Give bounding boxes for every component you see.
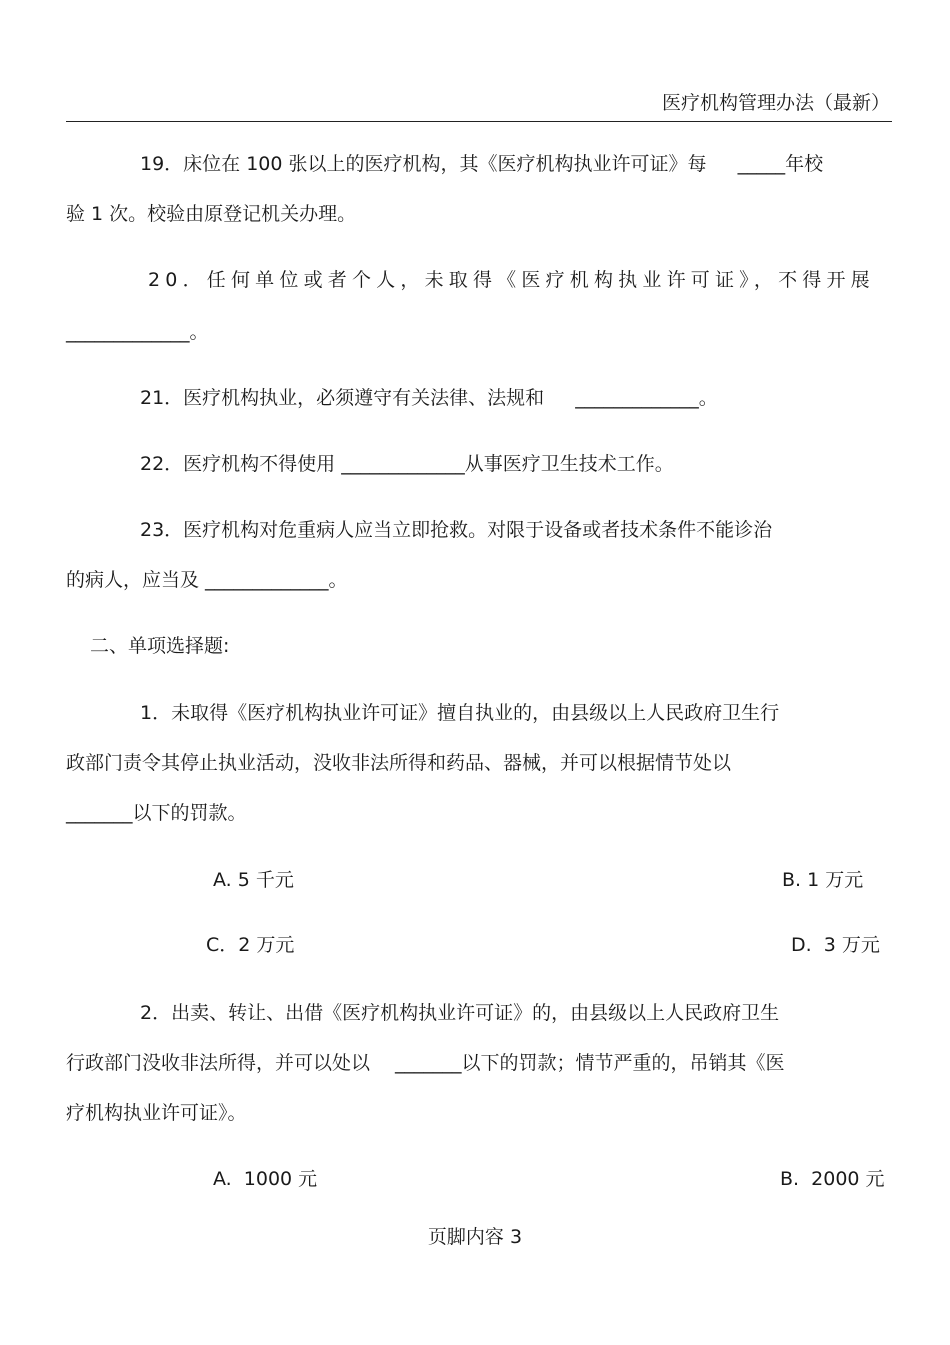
header-rule (66, 121, 892, 122)
question-19-line2: 验 1 次。校验由原登记机关办理。 (66, 203, 357, 225)
mc-q1-option-c: C．2 万元 (206, 934, 295, 956)
mc-q2-option-b: B. 2000 元 (780, 1168, 885, 1190)
mc-question-1-line2: 政部门责令其停止执业活动，没收非法所得和药品、器械，并可以根据情节处以 (66, 752, 732, 774)
mc-q1-option-a: A. 5 千元 (213, 869, 294, 891)
mc-question-1-line3: _______以下的罚款。 (66, 802, 247, 824)
mc-q2-option-a: A. 1000 元 (213, 1168, 318, 1190)
mc-q1-option-b: B. 1 万元 (782, 869, 864, 891)
mc-q1-option-d: D. 3 万元 (791, 934, 880, 956)
mc-question-1-line1: 1．未取得《医疗机构执业许可证》擅自执业的，由县级以上人民政府卫生行 (140, 702, 780, 724)
question-20-line1: 20．任何单位或者个人，未取得《医疗机构执业许可证》，不得开展 (148, 269, 875, 291)
page-header-title: 医疗机构管理办法（最新） (661, 92, 890, 114)
mc-question-2-line2: 行政部门没收非法所得，并可以处以 _______以下的罚款；情节严重的，吊销其《医 (66, 1052, 785, 1074)
question-20-line2: _____________。 (66, 321, 209, 343)
question-22: 22．医疗机构不得使用 _____________从事医疗卫生技术工作。 (140, 453, 674, 475)
mc-question-2-line1: 2．出卖、转让、出借《医疗机构执业许可证》的，由县级以上人民政府卫生 (140, 1002, 780, 1024)
mc-question-2-line3: 疗机构执业许可证》。 (66, 1102, 247, 1124)
question-23-line2: 的病人，应当及 _____________。 (66, 569, 348, 591)
question-21: 21．医疗机构执业，必须遵守有关法律、法规和 _____________。 (140, 387, 718, 409)
question-19-line1: 19．床位在 100 张以上的医疗机构，其《医疗机构执业许可证》每 _____年校 (140, 153, 824, 175)
question-23-line1: 23．医疗机构对危重病人应当立即抢救。对限于设备或者技术条件不能诊治 (140, 519, 773, 541)
page-footer: 页脚内容 3 (427, 1226, 523, 1248)
section-heading: 二、单项选择题: (90, 635, 230, 657)
